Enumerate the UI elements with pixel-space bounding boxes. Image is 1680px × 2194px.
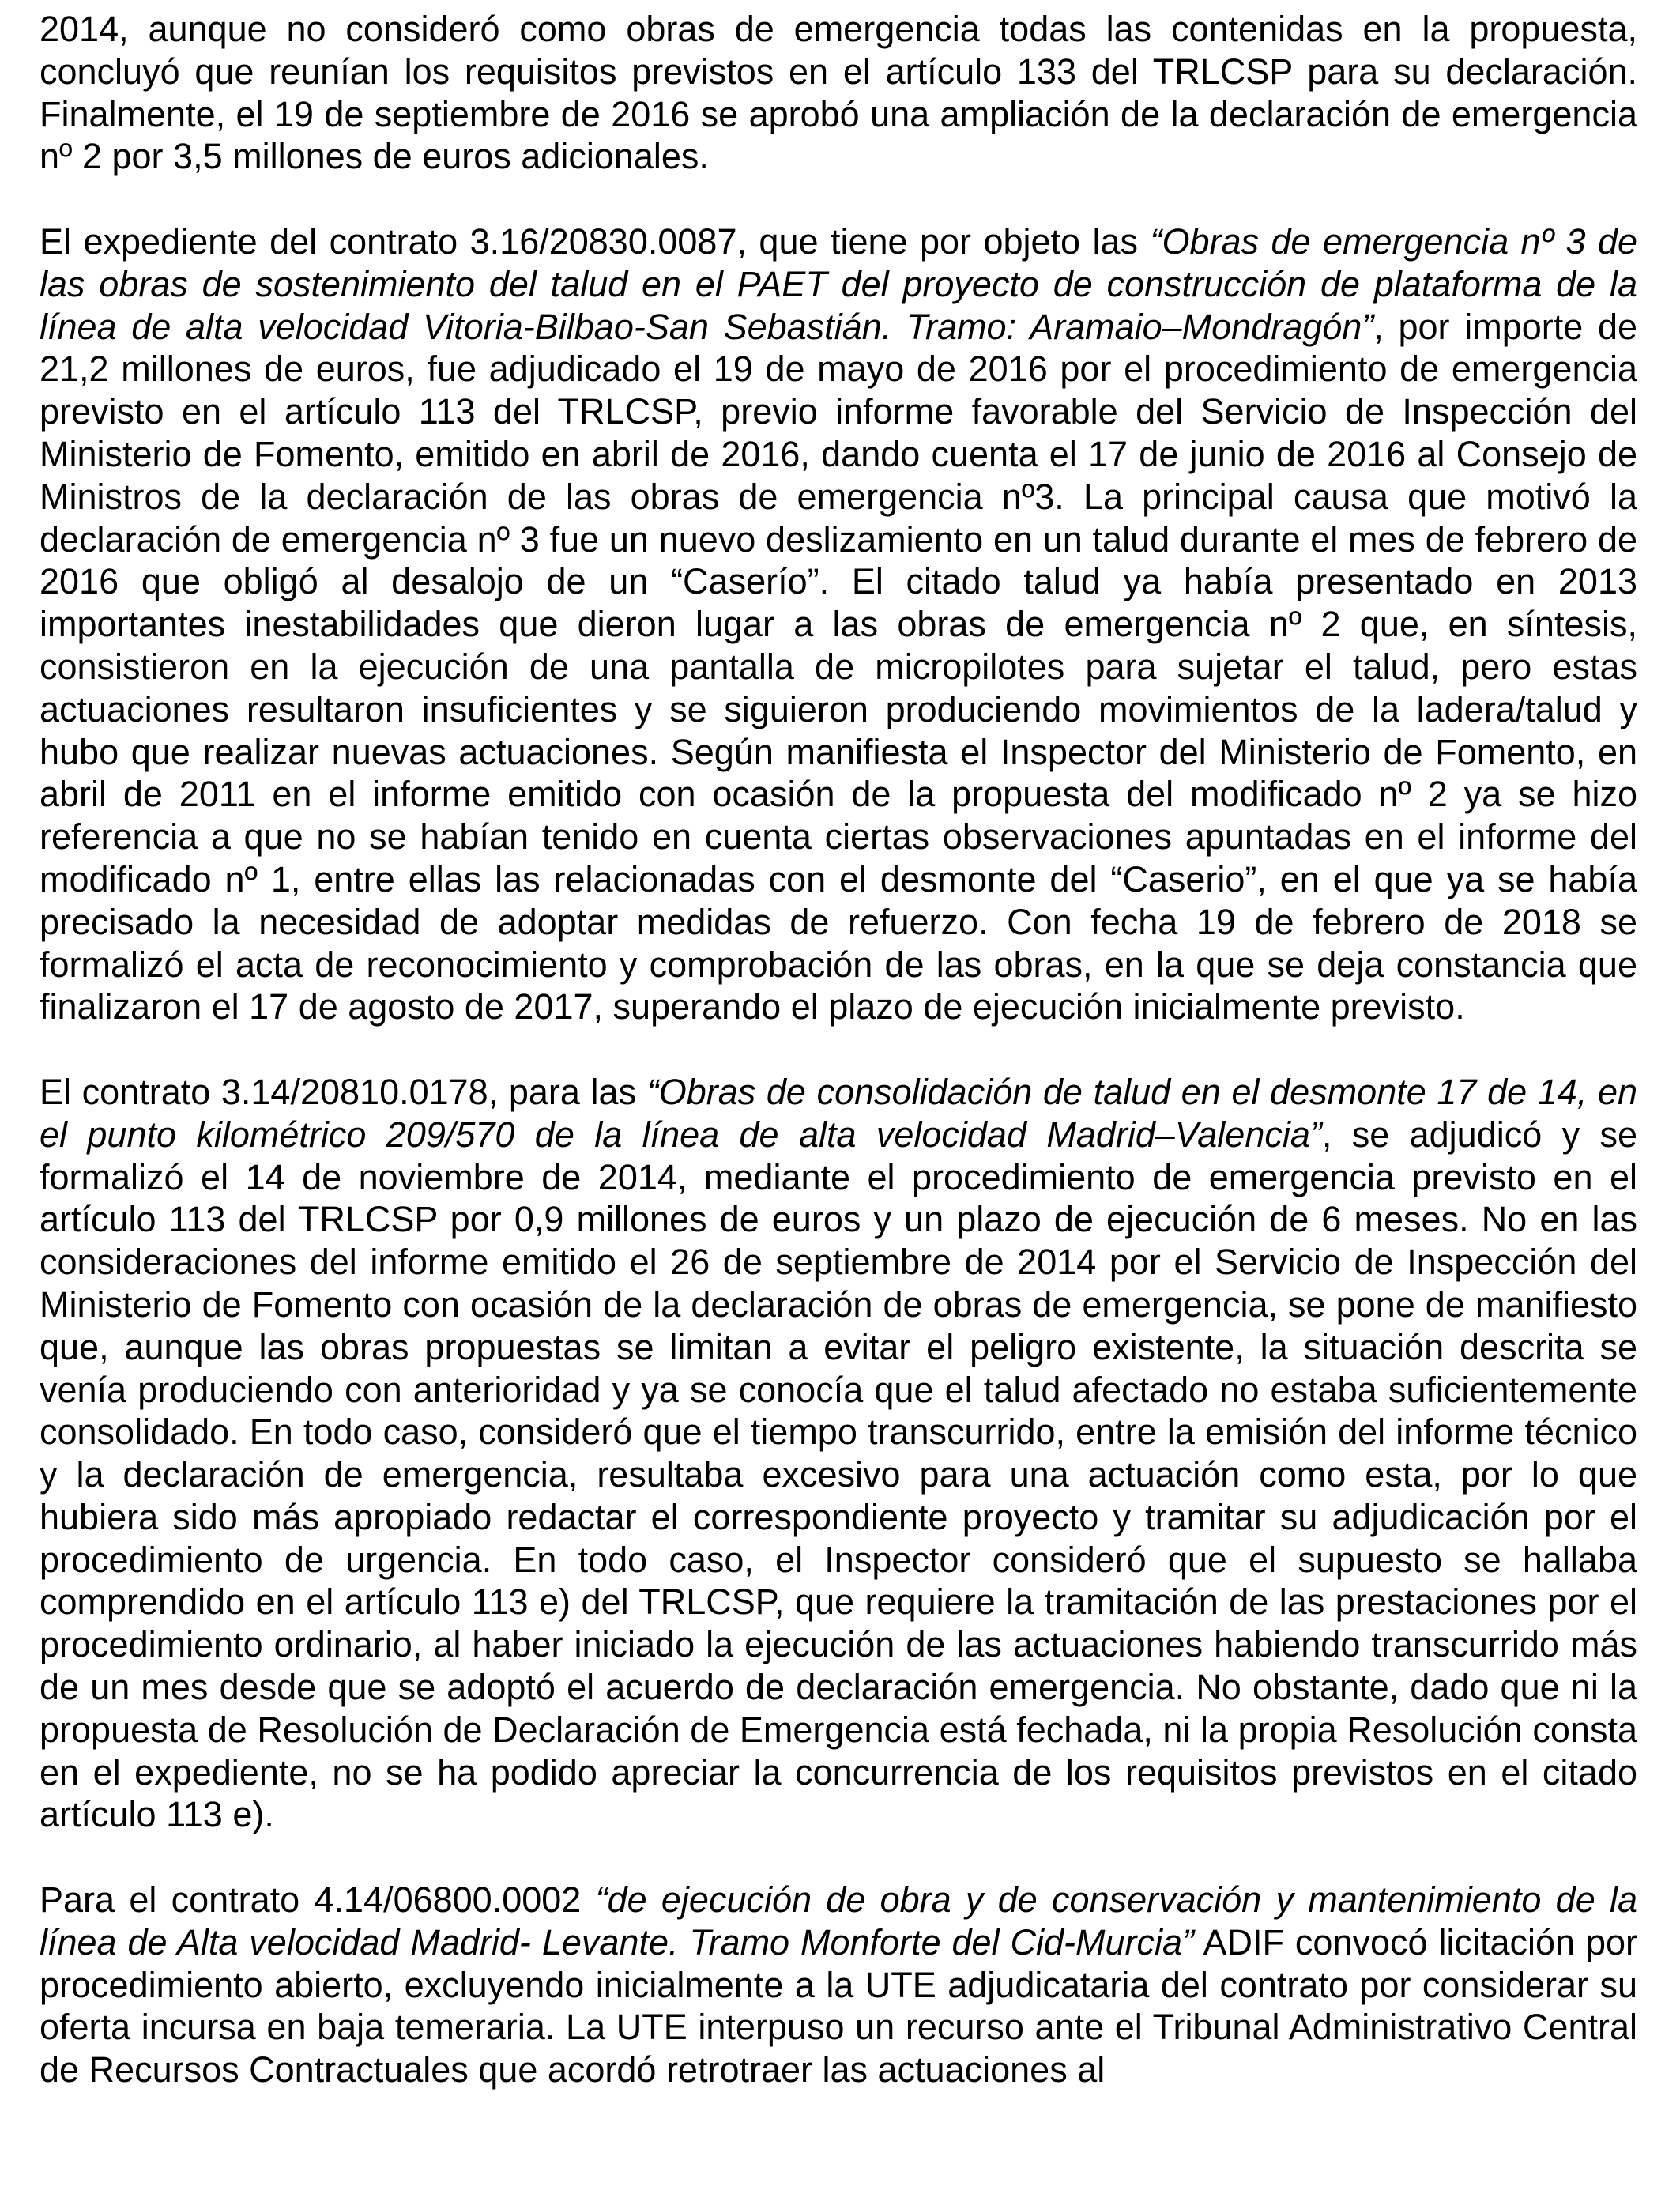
contract-title-quote: “Obras de consolidación de talud en el desmonte 17 de 14, en el punto kilométrico 209/570 de la línea de alta velocidad Madrid–Valencia” bbox=[40, 1071, 1638, 1155]
paragraph-text: 2014, aunque no consideró como obras de emergencia todas las contenidas en la propuesta, concluyó que reunían los requisitos previstos en el artículo 133 del TRLCSP para su declaración. Finalmente, el 19 de septiembre de 2016 se aprobó una ampliación de la declaración de emergencia nº 2 por 3,5 millones de euros adicionales. bbox=[40, 9, 1637, 177]
paragraph-text: El expediente del contrato 3.16/20830.0087, que tiene por objeto las bbox=[40, 221, 1151, 262]
document-page bbox=[40, 8, 1637, 2091]
paragraph-contract-4-14-06800-0002 bbox=[40, 1879, 1637, 2091]
paragraph-text: , se adjudicó y se formalizó el 14 de noviembre de 2014, mediante el procedimiento de emergencia previsto en el artículo 113 del TRLCSP por 0,9 millones de euros y un plazo de ejecución de 6 meses. No en las consideraciones del informe emitido el 26 de septiembre de 2014 por el Servicio de Inspección del Ministerio de Fomento con ocasión de la declaración de obras de emergencia, se pone de manifiesto que, aunque las obras propuestas se limitan a evitar el peligro existente, la situación descrita se venía produciendo con anterioridad y ya se conocía que el talud afectado no estaba suficientemente consolidado. En todo caso, consideró que el tiempo transcurrido, entre la emisión del informe técnico y la declaración de emergencia, resultaba excesivo para una actuación como esta, por lo que hubiera sido más apropiado redactar el correspondiente proyecto y tramitar su adjudicación por el procedimiento de urgencia. En todo caso, el Inspector consideró que el supuesto se hallaba comprendido en el artículo 113 e) del TRLCSP, que requiere la tramitación de las prestaciones por el procedimiento ordinario, al haber iniciado la ejecución de las actuaciones habiendo transcurrido más de un mes desde que se adoptó el acuerdo de declaración emergencia. No obstante, dado que ni la propuesta de Resolución de Declaración de Emergencia está fechada, ni la propia Resolución consta en el expediente, no se ha podido apreciar la concurrencia de los requisitos previstos en el citado artículo 113 e). bbox=[40, 1114, 1637, 1835]
paragraph-emergency-2-extension bbox=[40, 8, 1637, 178]
paragraph-text: ADIF convocó licitación por procedimiento abierto, excluyendo inicialmente a la UTE adjudicataria del contrato por considerar su oferta incursa en baja temeraria. La UTE interpuso un recurso ante el Tribunal Administrativo Central de Recursos Contractuales que acordó retrotraer las actuaciones al bbox=[40, 1921, 1638, 2090]
paragraph-contract-3-14-20810-0178 bbox=[40, 1071, 1637, 1836]
contract-title-quote: “de ejecución de obra y de conservación y mantenimiento de la línea de Alta velocidad Madrid- Levante. Tramo Monforte del Cid-Murcia” bbox=[40, 1879, 1638, 1962]
paragraph-text: Para el contrato 4.14/06800.0002 bbox=[40, 1879, 596, 1921]
paragraph-text: , por importe de 21,2 millones de euros, fue adjudicado el 19 de mayo de 2016 por el procedimiento de emergencia previsto en el artículo 113 del TRLCSP, previo informe favorable del Servicio de Inspección del Ministerio de Fomento, emitido en abril de 2016, dando cuenta el 17 de junio de 2016 al Consejo de Ministros de la declaración de las obras de emergencia nº3. La principal causa que motivó la declaración de emergencia nº 3 fue un nuevo deslizamiento en un talud durante el mes de febrero de 2016 que obligó al desalojo de un “Caserío”. El citado talud ya había presentado en 2013 importantes inestabilidades que dieron lugar a las obras de emergencia nº 2 que, en síntesis, consistieron en la ejecución de una pantalla de micropilotes para sujetar el talud, pero estas actuaciones resultaron insuficientes y se siguieron produciendo movimientos de la ladera/talud y hubo que realizar nuevas actuaciones. Según manifiesta el Inspector del Ministerio de Fomento, en abril de 2011 en el informe emitido con ocasión de la propuesta del modificado nº 2 ya se hizo referencia a que no se habían tenido en cuenta ciertas observaciones apuntadas en el informe del modificado nº 1, entre ellas las relacionadas con el desmonte del “Caserio”, en el que ya se había precisado la necesidad de adoptar medidas de refuerzo. Con fecha 19 de febrero de 2018 se formalizó el acta de reconocimiento y comprobación de las obras, en la que se deja constancia que finalizaron el 17 de agosto de 2017, superando el plazo de ejecución inicialmente previsto. bbox=[40, 306, 1638, 1027]
paragraph-contract-3-16-20830-0087 bbox=[40, 221, 1637, 1028]
paragraph-text: El contrato 3.14/20810.0178, para las bbox=[40, 1071, 647, 1112]
contract-title-quote: “Obras de emergencia nº 3 de las obras de sostenimiento del talud en el PAET del proyecto de construcción de plataforma de la línea de alta velocidad Vitoria-Bilbao-San Sebastián. Tramo: Aramaio–Mondragón” bbox=[40, 221, 1637, 347]
